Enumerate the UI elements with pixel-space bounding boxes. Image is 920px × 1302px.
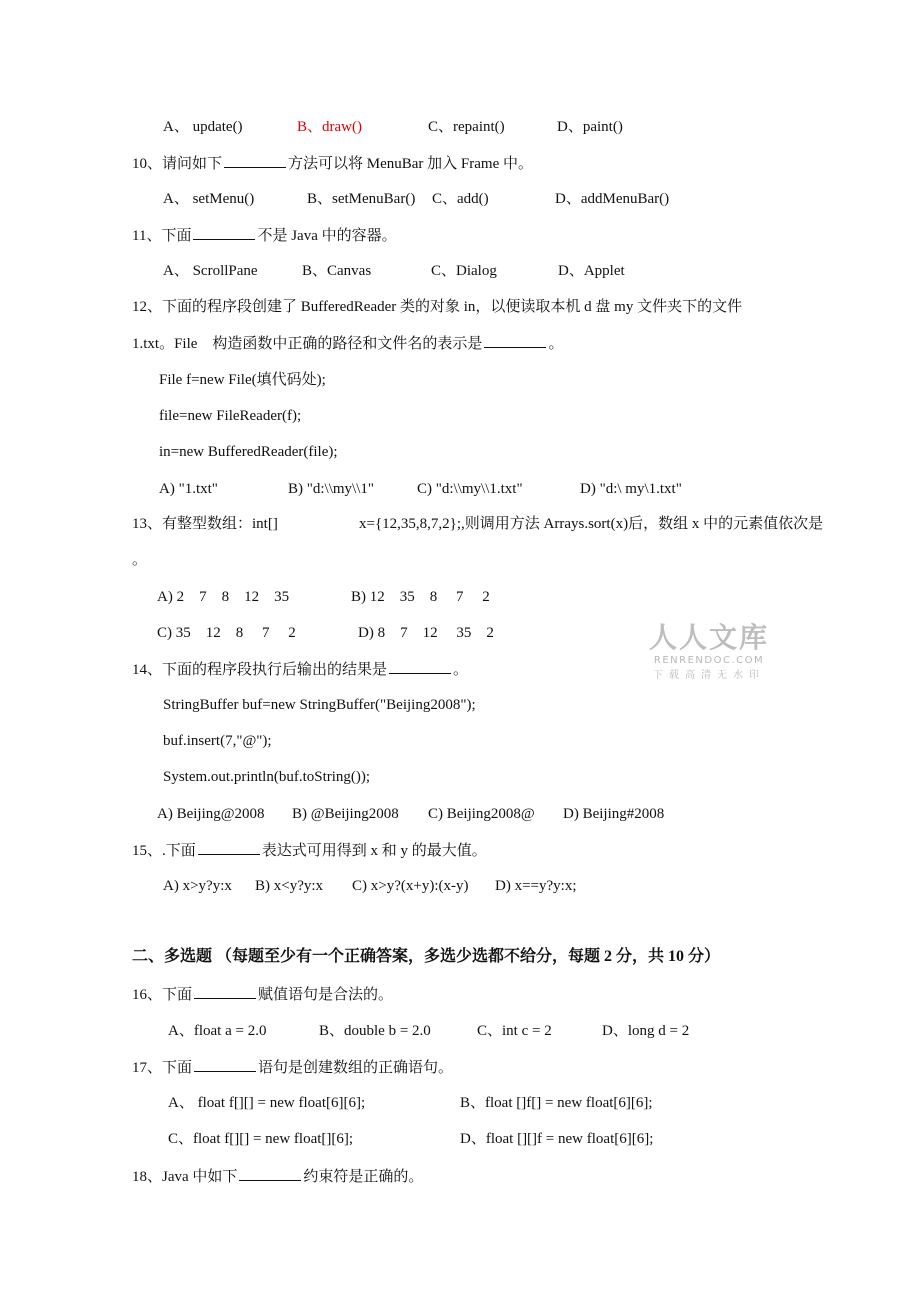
q14-blank <box>389 659 451 674</box>
q14-text-post: 。 <box>453 662 469 678</box>
q14-question <box>132 659 468 680</box>
q14-text-pre: 14、下面的程序段执行后输出的结果是 <box>132 662 388 678</box>
q11-option-a: A、 ScrollPane <box>163 263 258 279</box>
q17-question <box>132 1057 453 1078</box>
q13-option-a: A) 2 7 8 12 35 <box>157 589 290 605</box>
q10-option-d: D、addMenuBar() <box>555 191 670 207</box>
q9-option-a: A、 update() <box>163 119 243 135</box>
q12-question-line2 <box>132 333 563 354</box>
q14-option-b: B) @Beijing2008 <box>292 806 399 822</box>
q13-question-rest: x={12,35,8,7,2};,则调用方法 Arrays.sort(x)后，数组 x 中的元素值依次是 <box>359 516 824 532</box>
q15-option-d: D) x==y?y:x; <box>495 878 577 894</box>
q16-option-d: D、long d = 2 <box>602 1023 690 1039</box>
q17-option-b: B、float []f[] = new float[6][6]; <box>460 1095 653 1111</box>
q9-option-d: D、paint() <box>557 119 623 135</box>
q10-option-a: A、 setMenu() <box>163 191 255 207</box>
q13-question-start: 13、有整型数组：int[] <box>132 516 278 532</box>
q12-code-line: file=new FileReader(f); <box>159 408 302 424</box>
q16-text-post: 赋值语句是合法的。 <box>258 987 394 1003</box>
q13-question-cont: 。 <box>132 552 148 568</box>
watermark-tagline: 下载高清无水印 <box>653 670 765 681</box>
q15-blank <box>198 840 260 855</box>
q10-question <box>132 153 533 174</box>
q12-code-line: File f=new File(填代码处); <box>159 372 326 388</box>
q16-blank <box>194 984 256 999</box>
q17-text-pre: 17、下面 <box>132 1060 193 1076</box>
q12-text-post: 。 <box>548 336 564 352</box>
q11-option-d: D、Applet <box>558 263 625 279</box>
q11-question <box>132 225 397 246</box>
q16-text-pre: 16、下面 <box>132 987 193 1003</box>
q13-option-d: D) 8 7 12 35 2 <box>358 625 494 641</box>
q11-blank <box>193 225 255 240</box>
watermark <box>646 622 772 683</box>
q14-code-line: StringBuffer buf=new StringBuffer("Beijing2008"); <box>163 697 476 713</box>
q12-option-c: C) "d:\\my\\1.txt" <box>417 481 523 497</box>
q18-text-post: 约束符是正确的。 <box>303 1169 424 1185</box>
q10-option-c: C、add() <box>432 191 489 207</box>
q10-option-b: B、setMenuBar() <box>307 191 416 207</box>
q15-text-pre: 15、.下面 <box>132 843 196 859</box>
q9-option-c: C、repaint() <box>428 119 505 135</box>
q17-text-post: 语句是创建数组的正确语句。 <box>258 1060 454 1076</box>
q12-option-d: D) "d:\ my\1.txt" <box>580 481 682 497</box>
q13-option-b: B) 12 35 8 7 2 <box>351 589 490 605</box>
q14-code-line: buf.insert(7,"@"); <box>163 733 272 749</box>
q14-option-a: A) Beijing@2008 <box>157 806 265 822</box>
q12-code-line: in=new BufferedReader(file); <box>159 444 338 460</box>
q10-blank <box>224 153 286 168</box>
watermark-logo: 人人文库 <box>648 621 769 654</box>
q14-option-d: D) Beijing#2008 <box>563 806 665 822</box>
q18-text-pre: 18、Java 中如下 <box>132 1169 238 1185</box>
q13-option-c: C) 35 12 8 7 2 <box>157 625 296 641</box>
q15-option-a: A) x>y?y:x <box>163 878 232 894</box>
q12-option-b: B) "d:\\my\\1" <box>288 481 375 497</box>
q16-question <box>132 984 393 1005</box>
q12-blank <box>484 333 546 348</box>
q17-option-d: D、float [][]f = new float[6][6]; <box>460 1131 654 1147</box>
q16-option-c: C、int c = 2 <box>477 1023 552 1039</box>
q17-option-c: C、float f[][] = new float[][6]; <box>168 1131 354 1147</box>
q17-option-a: A、 float f[][] = new float[6][6]; <box>168 1095 366 1111</box>
q15-option-b: B) x<y?y:x <box>255 878 324 894</box>
section-heading: 二、多选题 （每题至少有一个正确答案，多选少选都不给分，每题 2 分，共 10 分） <box>132 948 721 965</box>
q10-text-pre: 10、请问如下 <box>132 156 223 172</box>
q12-option-a: A) "1.txt" <box>159 481 218 497</box>
q14-option-c: C) Beijing2008@ <box>428 806 535 822</box>
q9-option-b: B、draw() <box>297 119 362 135</box>
q10-text-post: 方法可以将 MenuBar 加入 Frame 中。 <box>288 156 533 172</box>
q16-option-b: B、double b = 2.0 <box>319 1023 431 1039</box>
q12-text-pre: 1.txt。File 构造函数中正确的路径和文件名的表示是 <box>132 336 483 352</box>
q11-option-b: B、Canvas <box>302 263 372 279</box>
q11-text-post: 不是 Java 中的容器。 <box>257 228 397 244</box>
q16-option-a: A、float a = 2.0 <box>168 1023 267 1039</box>
q14-code-line: System.out.println(buf.toString()); <box>163 769 371 785</box>
q15-option-c: C) x>y?(x+y):(x-y) <box>352 878 469 894</box>
watermark-url: RENRENDOC.COM <box>653 655 765 666</box>
q15-question <box>132 840 487 861</box>
q17-blank <box>194 1057 256 1072</box>
q15-text-post: 表达式可用得到 x 和 y 的最大值。 <box>261 843 487 859</box>
q11-option-c: C、Dialog <box>431 263 497 279</box>
q18-question <box>132 1166 423 1187</box>
q11-text-pre: 11、下面 <box>132 228 192 244</box>
q12-question-line1: 12、下面的程序段创建了 BufferedReader 类的对象 in，以便读取本机 d 盘 my 文件夹下的文件 <box>132 299 743 315</box>
q18-blank <box>239 1166 301 1181</box>
